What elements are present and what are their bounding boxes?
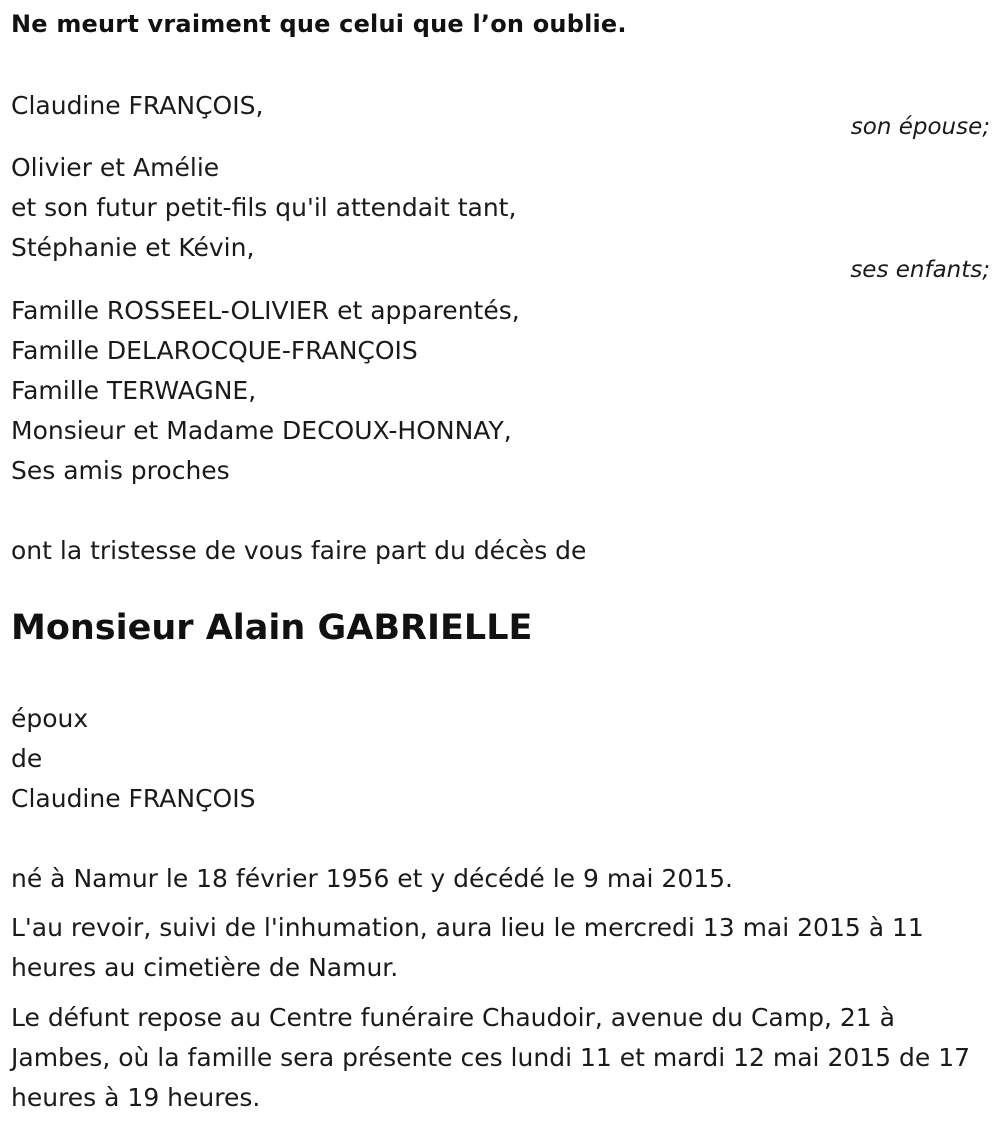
relation-line: de: [11, 744, 43, 773]
birth-death-text: né à Namur le 18 février 1956 et y décédé le 9 mai 2015.: [11, 864, 733, 893]
epigraph: Ne meurt vraiment que celui que l’on oublie.: [11, 10, 627, 38]
announcement-text: ont la tristesse de vous faire part du décès de: [11, 536, 587, 565]
children-line: Stéphanie et Kévin,: [11, 233, 255, 262]
spouse-role: son épouse;: [850, 114, 990, 140]
relative-line: Famille TERWAGNE,: [11, 376, 257, 405]
relative-line: Ses amis proches: [11, 456, 230, 485]
viewing-text: Le défunt repose au Centre funéraire Chaudoir, avenue du Camp, 21 à Jambes, où la famille sera présente ces lundi 11 et mardi 12 mai 2015 de 17 heures à 19 heures.: [11, 1003, 971, 1112]
children-line: Olivier et Amélie: [11, 153, 220, 182]
deceased-name: Monsieur Alain GABRIELLE: [11, 608, 533, 648]
relative-line: Famille ROSSEEL-OLIVIER et apparentés,: [11, 296, 520, 325]
relative-line: Famille DELAROCQUE-FRANÇOIS: [11, 336, 418, 365]
children-role: ses enfants;: [850, 257, 990, 283]
relative-line: Monsieur et Madame DECOUX-HONNAY,: [11, 416, 512, 445]
spouse-name: Claudine FRANÇOIS,: [11, 91, 264, 120]
funeral-text: L'au revoir, suivi de l'inhumation, aura lieu le mercredi 13 mai 2015 à 11 heures au cimetière de Namur.: [11, 913, 924, 982]
relation-line: époux: [11, 704, 89, 733]
children-line: et son futur petit-fils qu'il attendait tant,: [11, 193, 517, 222]
relation-line: Claudine FRANÇOIS: [11, 784, 256, 813]
